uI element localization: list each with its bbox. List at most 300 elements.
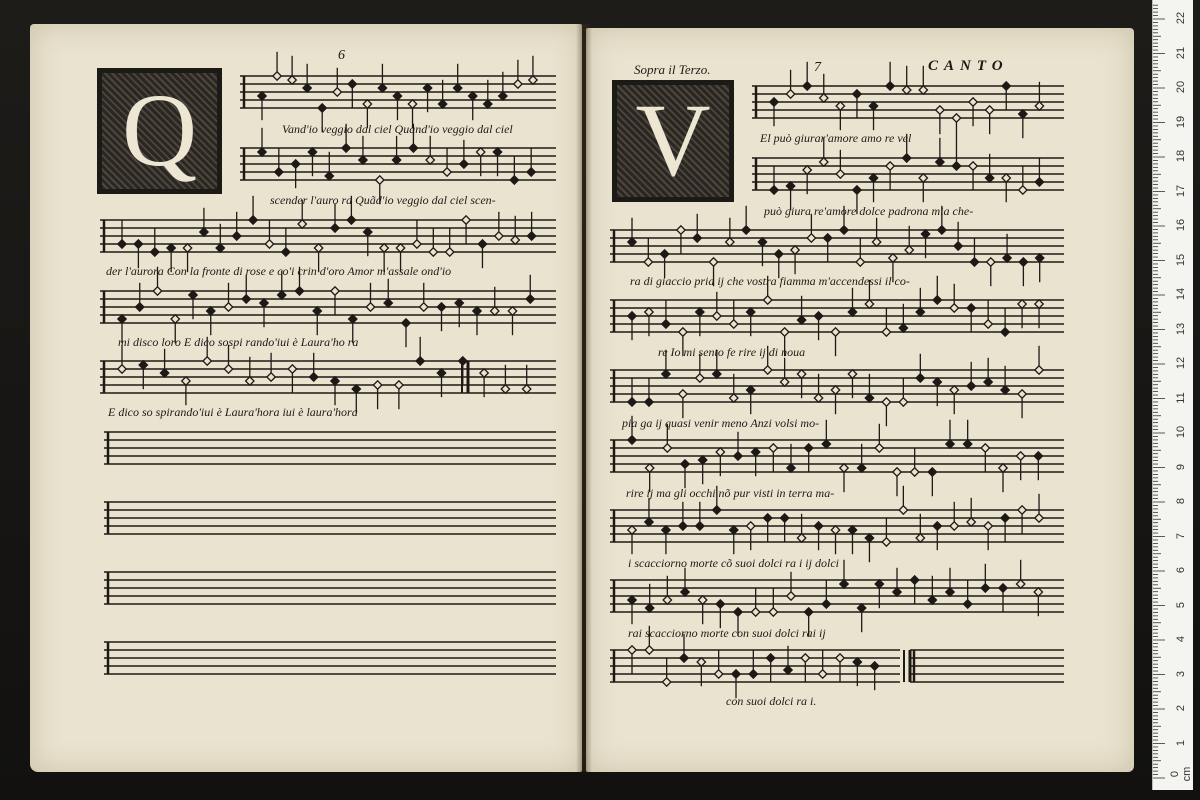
note (313, 307, 321, 315)
note (730, 526, 738, 534)
note (766, 654, 774, 662)
note (249, 216, 257, 224)
note (1035, 102, 1043, 110)
note (511, 236, 519, 244)
note (933, 522, 941, 530)
note (747, 522, 755, 530)
note (423, 84, 431, 92)
ruler-label: 4 (1175, 635, 1187, 643)
note (730, 394, 738, 402)
ruler-label: 1 (1175, 739, 1187, 746)
note (628, 398, 636, 406)
note (831, 526, 839, 534)
note (645, 518, 653, 526)
note (134, 240, 142, 248)
ruler-label: 13 (1175, 322, 1187, 335)
note (501, 385, 509, 393)
note (747, 308, 755, 316)
ruler-label: 2 (1175, 704, 1187, 712)
note (916, 308, 924, 316)
note (438, 100, 446, 108)
ruler-ticks (1153, 0, 1193, 790)
note (514, 80, 522, 88)
note (453, 84, 461, 92)
note (331, 224, 339, 232)
note (910, 468, 918, 476)
note (899, 398, 907, 406)
note (153, 287, 161, 295)
note (916, 534, 924, 542)
note (645, 604, 653, 612)
note (681, 460, 689, 468)
note (523, 385, 531, 393)
ruler-label: 17 (1175, 184, 1187, 197)
note (183, 244, 191, 252)
note (662, 678, 670, 686)
staff-right-8 (610, 560, 1064, 636)
note (952, 114, 960, 122)
note (709, 258, 717, 266)
note (395, 381, 403, 389)
note (366, 303, 374, 311)
note (697, 658, 705, 666)
note (660, 250, 668, 258)
note (473, 307, 481, 315)
note (1019, 258, 1027, 266)
note (477, 148, 485, 156)
ruler-label: 19 (1175, 115, 1187, 128)
note (928, 596, 936, 604)
note (662, 320, 670, 328)
note (818, 670, 826, 678)
note (787, 592, 795, 600)
note (936, 158, 944, 166)
note (967, 304, 975, 312)
note (938, 226, 946, 234)
ruler-label: 9 (1175, 463, 1187, 470)
ruler-unit-label: 0 cm (1169, 766, 1193, 782)
note (662, 370, 670, 378)
note (645, 398, 653, 406)
note (303, 84, 311, 92)
note (822, 440, 830, 448)
note (856, 258, 864, 266)
note (716, 600, 724, 608)
note (936, 106, 944, 114)
note (402, 319, 410, 327)
note (875, 580, 883, 588)
note (981, 584, 989, 592)
note (999, 464, 1007, 472)
note (139, 361, 147, 369)
note (797, 370, 805, 378)
note (413, 240, 421, 248)
note (118, 365, 126, 373)
note (437, 303, 445, 311)
note (893, 468, 901, 476)
note (527, 168, 535, 176)
ruler-label: 3 (1175, 670, 1187, 677)
note (985, 174, 993, 182)
note (751, 448, 759, 456)
note (882, 328, 890, 336)
note (680, 654, 688, 662)
note (787, 464, 795, 472)
note (384, 299, 392, 307)
lyric-line-right-2: può giura re'amore dolce padrona mia che- (764, 204, 974, 218)
note (171, 315, 179, 323)
note (462, 216, 470, 224)
note (780, 328, 788, 336)
staff-left-empty-4 (104, 642, 556, 674)
note (967, 382, 975, 390)
note (836, 102, 844, 110)
note (801, 654, 809, 662)
note (1003, 254, 1011, 262)
note (1035, 514, 1043, 522)
right-header-label: Sopra il Terzo. (634, 62, 711, 77)
voice-part-label: CANTO (928, 58, 1009, 74)
note (527, 232, 535, 240)
note (224, 365, 232, 373)
note (831, 386, 839, 394)
note (420, 303, 428, 311)
lyric-line-right-3: ra di giaccio pria ij che vostra fiamma m'accendessi il co- (630, 274, 910, 288)
note (985, 106, 993, 114)
note (628, 312, 636, 320)
note (392, 156, 400, 164)
note (216, 244, 224, 252)
ruler-label: 22 (1175, 11, 1187, 25)
lyric-line-left-1: Vand'io veggio dal ciel Quand'io veggio dal ciel (282, 122, 513, 136)
note (396, 244, 404, 252)
note (393, 92, 401, 100)
note (797, 534, 805, 542)
note (288, 365, 296, 373)
note (376, 176, 384, 184)
note (628, 526, 636, 534)
note (493, 148, 501, 156)
note (984, 378, 992, 386)
note (160, 369, 168, 377)
ruler-label: 21 (1175, 46, 1187, 59)
note (273, 72, 281, 80)
note (840, 580, 848, 588)
right-page-number: 7 (814, 60, 821, 75)
measurement-ruler (1152, 0, 1193, 790)
note (946, 440, 954, 448)
note (713, 312, 721, 320)
ruler-label: 10 (1175, 425, 1187, 439)
note (954, 242, 962, 250)
staff-left-empty-2 (104, 502, 556, 534)
note (963, 600, 971, 608)
note (529, 76, 537, 84)
note (445, 248, 453, 256)
note (786, 90, 794, 98)
note (870, 662, 878, 670)
note (869, 102, 877, 110)
note (696, 374, 704, 382)
note (318, 104, 326, 112)
note (840, 464, 848, 472)
lyric-line-right-5: pia ga ij quasi venir meno Anzi volsi mo- (622, 416, 820, 430)
note (288, 76, 296, 84)
note (716, 448, 724, 456)
note (822, 600, 830, 608)
note (814, 312, 822, 320)
note (644, 258, 652, 266)
note (1035, 178, 1043, 186)
note (662, 526, 670, 534)
note (730, 320, 738, 328)
note (899, 506, 907, 514)
note (903, 154, 911, 162)
note (950, 304, 958, 312)
note (416, 357, 424, 365)
lyric-line-left-5: E dico so spirando'iui è Laura'hora iui è laura'hora (108, 405, 358, 419)
ruler-label: 11 (1175, 391, 1187, 404)
note (780, 514, 788, 522)
note (769, 608, 777, 616)
note (763, 296, 771, 304)
note (359, 156, 367, 164)
staff-right-9-tail (910, 650, 1064, 682)
note (886, 82, 894, 90)
note (282, 248, 290, 256)
note (182, 377, 190, 385)
note (348, 80, 356, 88)
note (258, 92, 266, 100)
lyric-line-right-6: rire ij ma gli occhi nõ pur visti in terra ma- (626, 486, 835, 500)
staff-left-empty-3 (104, 572, 556, 604)
note (886, 162, 894, 170)
note (1016, 580, 1024, 588)
ruler-label: 20 (1175, 80, 1187, 94)
note (1001, 514, 1009, 522)
note (696, 522, 704, 530)
note (628, 596, 636, 604)
note (443, 168, 451, 176)
note (1016, 452, 1024, 460)
note (681, 588, 689, 596)
note (1018, 300, 1026, 308)
note (207, 307, 215, 315)
note (333, 88, 341, 96)
lyric-line-right-4: re Io mi sento fe rire ij di noua (658, 345, 806, 359)
note (807, 234, 815, 242)
note (734, 608, 742, 616)
note (628, 238, 636, 246)
note (679, 522, 687, 530)
lyric-line-right-9: con suoi dolci ra i. (726, 694, 817, 708)
note (882, 398, 890, 406)
note (242, 295, 250, 303)
note (325, 172, 333, 180)
note (848, 526, 856, 534)
note (698, 596, 706, 604)
note (848, 308, 856, 316)
note (495, 232, 503, 240)
note (508, 307, 516, 315)
note (1035, 366, 1043, 374)
ruler-label: 6 (1175, 566, 1187, 574)
initial-letter: Q (121, 73, 198, 188)
note (840, 226, 848, 234)
note (814, 394, 822, 402)
note (189, 291, 197, 299)
note (645, 646, 653, 654)
ruler-label: 14 (1175, 287, 1187, 301)
ruler-label: 12 (1175, 356, 1187, 370)
note (347, 216, 355, 224)
note (232, 232, 240, 240)
note (310, 373, 318, 381)
note (823, 234, 831, 242)
note (314, 244, 322, 252)
note (455, 299, 463, 307)
note (872, 238, 880, 246)
note (903, 86, 911, 94)
note (278, 291, 286, 299)
note (963, 440, 971, 448)
note (696, 308, 704, 316)
note (1018, 506, 1026, 514)
note (1001, 328, 1009, 336)
note (409, 144, 417, 152)
note (491, 307, 499, 315)
note (526, 295, 534, 303)
note (645, 308, 653, 316)
note (265, 240, 273, 248)
staff-left-empty-1 (104, 432, 556, 464)
note (853, 658, 861, 666)
note (510, 176, 518, 184)
note (952, 162, 960, 170)
note (342, 144, 350, 152)
note (797, 316, 805, 324)
ruler-label: 18 (1175, 149, 1187, 163)
left-page-number: 6 (338, 48, 345, 63)
initial-letter: V (635, 83, 711, 198)
note (919, 86, 927, 94)
note (679, 328, 687, 336)
note (1019, 186, 1027, 194)
note (814, 522, 822, 530)
ruler-label: 8 (1175, 497, 1187, 505)
note (857, 604, 865, 612)
note (751, 608, 759, 616)
ruler-label: 7 (1175, 532, 1187, 539)
note (820, 158, 828, 166)
note (200, 228, 208, 236)
note (628, 436, 636, 444)
lyric-line-left-2: scender l'auro ra Quãd'io veggio dal ciel scen- (270, 193, 496, 207)
note (763, 514, 771, 522)
note (999, 584, 1007, 592)
note (352, 385, 360, 393)
note (786, 182, 794, 190)
note (734, 452, 742, 460)
note (803, 82, 811, 90)
note (378, 84, 386, 92)
note (921, 230, 929, 238)
note (987, 258, 995, 266)
note (118, 240, 126, 248)
note (1018, 390, 1026, 398)
note (349, 315, 357, 323)
note (663, 596, 671, 604)
note (663, 444, 671, 452)
note (784, 666, 792, 674)
note (905, 246, 913, 254)
note (803, 166, 811, 174)
note (480, 369, 488, 377)
note (408, 100, 416, 108)
note (804, 444, 812, 452)
note (882, 538, 890, 546)
note (1002, 82, 1010, 90)
note (246, 377, 254, 385)
note (836, 170, 844, 178)
note (875, 444, 883, 452)
note (769, 444, 777, 452)
lyric-line-right-8: rai scacciorno morte con suoi dolci rai ij (628, 626, 826, 640)
note (478, 240, 486, 248)
note (713, 370, 721, 378)
note (291, 160, 299, 168)
note (714, 670, 722, 678)
note (1002, 174, 1010, 182)
note (758, 238, 766, 246)
note (848, 370, 856, 378)
note (1001, 386, 1009, 394)
note (429, 248, 437, 256)
note (831, 328, 839, 336)
note (749, 670, 757, 678)
note (820, 94, 828, 102)
note (865, 394, 873, 402)
note (984, 320, 992, 328)
note (437, 369, 445, 377)
note (910, 576, 918, 584)
note (331, 287, 339, 295)
note (628, 646, 636, 654)
note (1034, 452, 1042, 460)
note (295, 287, 303, 295)
note (893, 588, 901, 596)
note (373, 381, 381, 389)
note (151, 248, 159, 256)
note (732, 670, 740, 678)
note (928, 468, 936, 476)
note (677, 226, 685, 234)
note (1019, 110, 1027, 118)
note (499, 92, 507, 100)
note (981, 444, 989, 452)
note (950, 522, 958, 530)
note (380, 244, 388, 252)
note (1035, 300, 1043, 308)
note (713, 506, 721, 514)
note (775, 250, 783, 258)
note (763, 366, 771, 374)
note (969, 162, 977, 170)
note (308, 148, 316, 156)
note (645, 464, 653, 472)
note (469, 92, 477, 100)
note (1035, 254, 1043, 262)
